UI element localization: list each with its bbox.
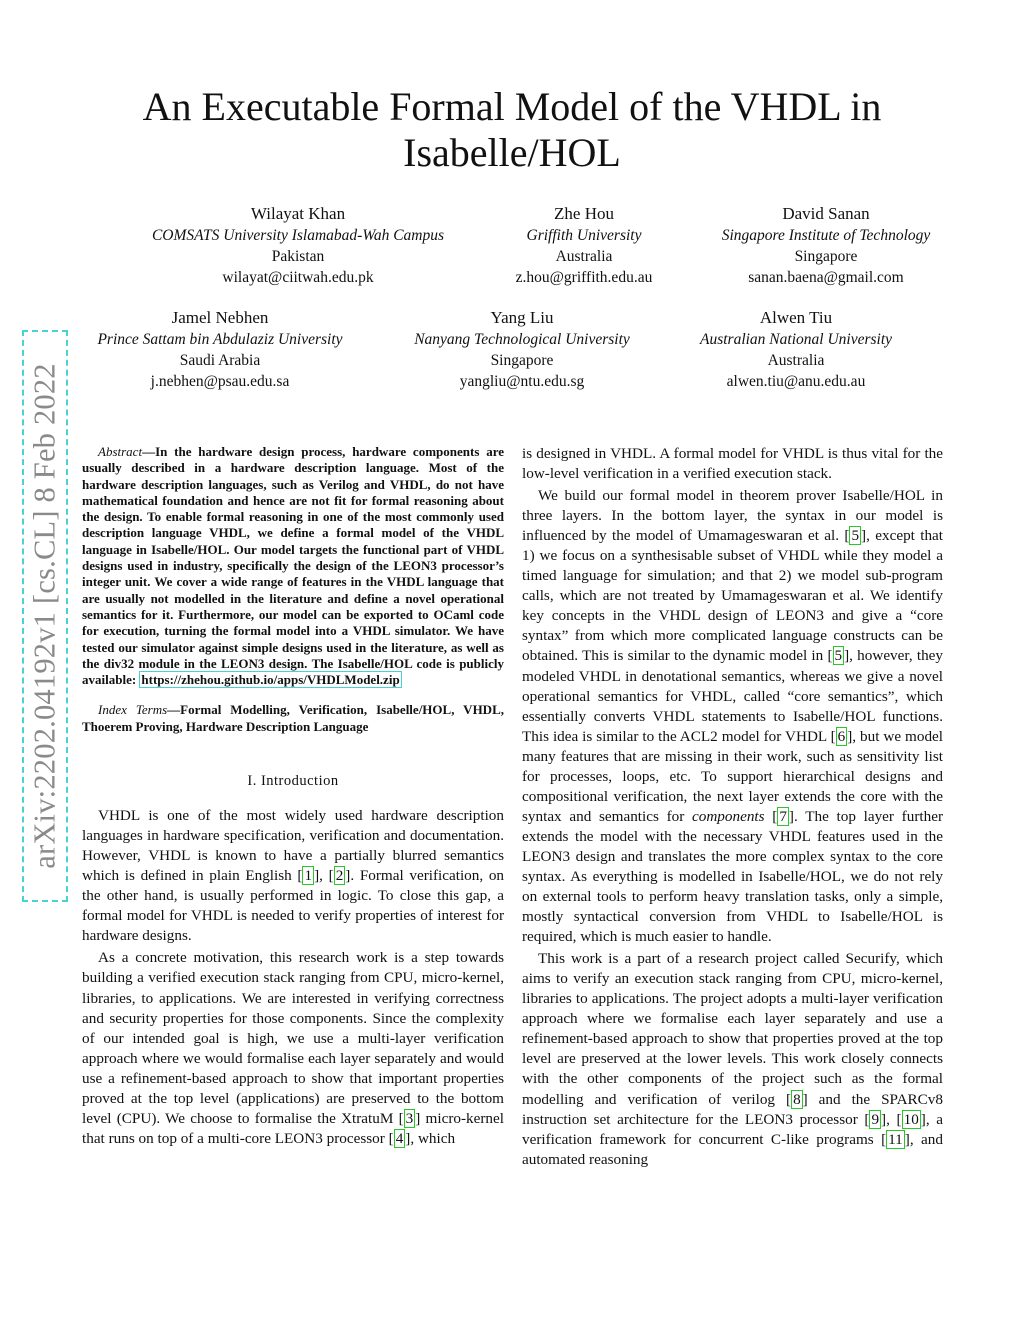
text: ,: [319, 867, 329, 885]
abstract-text: —In the hardware design process, hardware components are usually described in a hardware description language. Most of the hardware description languages, such as Verilog and VHDL, do not have mathematical foundation and hence are not fit for formal reasoning about the design. To enable formal reasoning in one of the most commonly used description language VHDL, we define a formal model of the VHDL language in Isabelle/HOL. Our model targets the functional part of VHDL designs used in industry, specifically the design of the LEON3 processor’s integer unit. We cover a wide range of features in the VHDL language that are usually not modelled in the literature and define a novel operational semantics for it. Furthermore, our model can be exported to OCaml code for execution, turning the formal model into a VHDL simulator. We have tested our simulator against simple designs used in the literature, as well as the div32 module in the LEON3 design. The Isabelle/HOL code is publicly available:: [82, 444, 504, 688]
text: , however, they modeled VHDL in denotational semantics, whereas we give a novel operational semantics for VHDL, called “core semantics”, which essentially converts VHDL statements to Isabelle/HOL functions. This idea is similar to the ACL2 model for VHDL: [522, 647, 943, 745]
author-affiliation: Singapore Institute of Technology: [721, 227, 931, 244]
index-terms-label: Index Terms: [98, 702, 168, 718]
citation-link[interactable]: 1: [304, 867, 313, 885]
author-block: [394, 307, 650, 392]
author-country: Australia: [555, 248, 613, 265]
author-block: [472, 203, 696, 288]
author-email[interactable]: wilayat@ciitwah.edu.pk: [222, 269, 374, 286]
text: VHDL is one of the most widely used hardware description languages in hardware specification, verification and documentation. However, VHDL is known to have a partially blurred semantics which is defined in plain English: [82, 807, 504, 885]
abstract-label: Abstract: [98, 444, 143, 459]
abstract: [82, 444, 504, 688]
paragraph: VHDL is one of the most widely used hardware description languages in hardware specification, verification and documentation. However, VHDL is known to have a partially blurred semantics which is defined in plain English [ 1 ], [ 2 ]. Formal verification, on the other hand, is usually performed in logic. To close this gap, a formal model for VHDL is needed to verify properties of interest for hardware designs.: [82, 807, 505, 945]
paragraph: As a concrete motivation, this research work is a step towards building a verified execution stack ranging from CPU, micro-kernel, libraries, to applications. We are interested in verifying correctness and security properties for those components. Since the complexity of our intended goal is high, we use a multi-layer verification approach where we would formalise each layer separately and would use a refinement-based approach to show that important properties proved at the top level (applications) are preserved to the bottom level (CPU). We choose to formalise the XtratuM [ 3 ] micro-kernel that runs on top of a multi-core LEON3 processor [ 4 ], which: [82, 949, 504, 1147]
arxiv-identifier: arXiv:2202.04192v1 [cs.CL] 8 Feb 2022: [27, 363, 62, 869]
text: As a concrete motivation, this research work is a step towards building a verified execution stack ranging from CPU, micro-kernel, libraries, to applications. We are interested in verifying correctness and security properties for those components. Since the complexity of our intended goal is high, we use a multi-layer verification approach where we would formalise each layer separately and would use a refinement-based approach to show that important properties proved at the top level (applications) are preserved to the bottom level (CPU). We choose to formalise the XtratuM: [82, 949, 504, 1127]
author-affiliation: Griffith University: [526, 227, 642, 244]
index-terms: [82, 702, 504, 735]
right-column: [522, 444, 943, 1170]
text: and the SPARCv8 instruction set architecture for the LEON3 processor: [522, 1090, 943, 1128]
citation-link[interactable]: 7: [779, 807, 787, 825]
citation-link[interactable]: 3: [405, 1109, 414, 1127]
paragraph: is designed in VHDL. A formal model for VHDL is thus vital for the low-level verification in a verified execution stack.: [522, 445, 943, 483]
author-email[interactable]: j.nebhen@psau.edu.sa: [150, 373, 290, 390]
citation-link[interactable]: 4: [395, 1129, 404, 1147]
text: . The top layer further extends the model with the necessary VHDL features used in the LEON3 design and translates the more complex syntax to the core syntax. As everything is modelled in Isabelle/HOL, we do not rely on external tools to perform heavy translation tasks, only a simple, mostly syntactical conversion from VHDL to Isabelle/HOL is required, which is much easier to handle.: [522, 807, 944, 946]
author-country: Singapore: [490, 352, 554, 369]
text: . Formal verification, on the other hand, is usually performed in logic. To close this gap, a formal model for VHDL is needed to verify properties of interest for hardware designs.: [82, 867, 505, 945]
text: , a verification framework for concurrent C-like programs: [522, 1110, 944, 1148]
text: micro-kernel that runs on top of a multi-core LEON3 processor: [82, 1109, 504, 1147]
author-email[interactable]: alwen.tiu@anu.edu.au: [726, 373, 866, 390]
text: , which: [410, 1129, 456, 1147]
citation-link[interactable]: 5: [834, 647, 843, 665]
citation-link[interactable]: 10: [903, 1110, 919, 1128]
author-name: Zhe Hou: [554, 204, 614, 223]
paper-title: [0, 84, 1024, 176]
paragraph: We build our formal model in theorem prover Isabelle/HOL in three layers. In the bottom layer, the syntax in our model is influenced by the model of Umamageswaran et al. [ 5 ], except that 1) we focus on a synthesisable subset of VHDL while they model a timed language for simulation; and that 2) we model sub-program calls, which are not treated by Umamageswaran et al. We identify key concepts in the VHDL design of LEON3 and give a “core syntax” from which more complicated language constructs can be obtained. This is similar to the dynamic model in [ 5 ], however, they modeled VHDL in denotational semantics, whereas we give a novel operational semantics for VHDL, called “core semantics”, which essentially converts VHDL statements to Isabelle/HOL functions. This idea is similar to the ACL2 model for VHDL [ 6 ], but we model many features that are missing in their work, such as sensitivity list for processes, loops, etc. To support hierarchical designs and compositional verification, the next layer extends the core with the syntax and semantics for components [ 7 ]. The top layer further extends the model with the necessary VHDL features used in the LEON3 design and translates the more complex syntax to the core syntax. As everything is modelled in Isabelle/HOL, we do not rely on external tools to perform heavy translation tasks, only a simple, mostly syntactical conversion from VHDL to Isabelle/HOL is required, which is much easier to handle.: [522, 487, 944, 946]
text: , except that 1) we focus on a synthesisable subset of VHDL while they model a timed language for simulation; and that 2) we model sub-program calls, which are not treated by Umamageswaran et al. We identify key concepts in the VHDL design of LEON3 and give a “core syntax” from which more complicated language constructs can be obtained. This is similar to the dynamic model in: [522, 527, 944, 665]
author-affiliation: COMSATS University Islamabad-Wah Campus: [151, 227, 445, 244]
index-terms-text: —Formal Modelling, Verification, Isabelle/HOL, VHDL, Thoerem Proving, Hardware Description Language: [82, 702, 504, 734]
author-affiliation: Australian National University: [699, 331, 893, 348]
author-block: [108, 203, 488, 288]
author-block: [700, 203, 952, 288]
author-country: Pakistan: [271, 248, 325, 265]
author-block: [78, 307, 362, 392]
author-name: Yang Liu: [490, 308, 554, 327]
author-email[interactable]: sanan.baena@gmail.com: [748, 269, 904, 286]
emphasis: components: [692, 807, 765, 825]
author-block: [676, 307, 916, 392]
text: This work is a part of a research project called Securify, which aims to verify an execution stack ranging from CPU, micro-kernel, libraries to applications. The project adopts a multi-layer verification approach where we formalise each layer separately and use a refinement-based approach to show that properties proved at the top level are preserved at the lower levels. This work closely connects with the other components of the project such as the formal modelling and verification of verilog: [522, 950, 943, 1108]
author-country: Australia: [767, 352, 825, 369]
citation-link[interactable]: 5: [851, 527, 860, 545]
author-name: Wilayat Khan: [250, 204, 346, 223]
text: ,: [886, 1110, 897, 1128]
author-affiliation: Prince Sattam bin Abdulaziz University: [97, 331, 343, 348]
citation-link[interactable]: 8: [793, 1090, 801, 1108]
title-line-2: Isabelle/HOL: [403, 130, 621, 175]
paragraph: This work is a part of a research project called Securify, which aims to verify an execution stack ranging from CPU, micro-kernel, libraries to applications. The project adopts a multi-layer verification approach where we formalise each layer separately and use a refinement-based approach to show that properties proved at the top level are preserved at the lower levels. This work closely connects with the other components of the project such as the formal modelling and verification of verilog [ 8 ] and the SPARCv8 instruction set architecture for the LEON3 processor [ 9 ], [ 10 ], a verification framework for concurrent C-like programs [ 11 ], and automated reasoning: [522, 950, 944, 1168]
author-country: Saudi Arabia: [179, 352, 261, 369]
author-email[interactable]: z.hou@griffith.edu.au: [515, 269, 653, 286]
citation-link[interactable]: 9: [871, 1110, 880, 1128]
author-affiliation: Nanyang Technological University: [414, 331, 630, 348]
text: , but we model many features that are missing in their work, such as sensitivity list for processes, loops, etc. To support hierarchical designs and compositional verification, the next layer extends the core with the syntax and semantics for: [522, 727, 944, 825]
author-email[interactable]: yangliu@ntu.edu.sg: [459, 373, 585, 390]
citation-link[interactable]: 11: [888, 1130, 903, 1148]
left-column: [82, 444, 504, 1149]
text: We build our formal model in theorem prover Isabelle/HOL in three layers. In the bottom layer, the syntax in our model is influenced by the model of Umamageswaran et al.: [522, 487, 943, 545]
author-name: Jamel Nebhen: [171, 308, 269, 327]
section-heading: I. Introduction: [247, 773, 339, 790]
author-name: Alwen Tiu: [759, 308, 833, 327]
code-download-link[interactable]: https://zhehou.github.io/apps/VHDLModel.zip: [141, 672, 400, 688]
author-name: David Sanan: [782, 204, 870, 223]
citation-link[interactable]: 2: [335, 867, 344, 885]
title-line-1: An Executable Formal Model of the VHDL in: [142, 84, 882, 129]
arxiv-identifier-link[interactable]: [22, 330, 68, 902]
text: , and automated reasoning: [522, 1130, 943, 1168]
author-country: Singapore: [794, 248, 858, 265]
citation-link[interactable]: 6: [837, 727, 846, 745]
